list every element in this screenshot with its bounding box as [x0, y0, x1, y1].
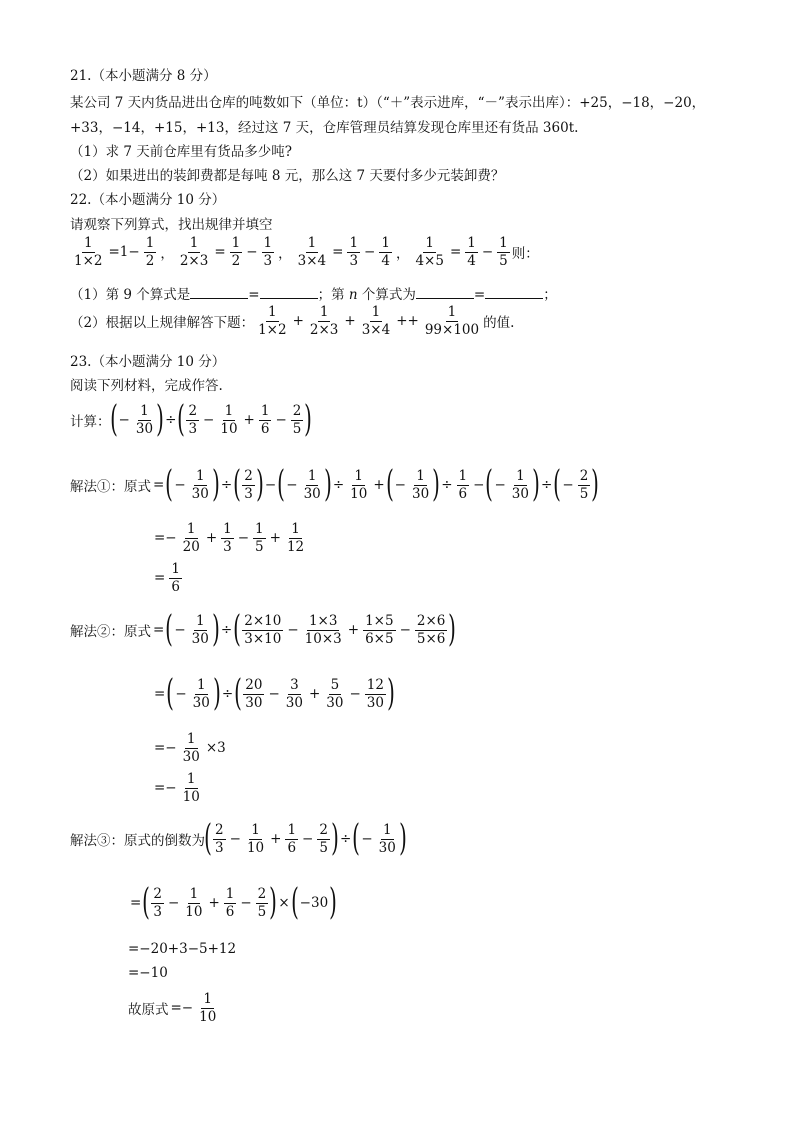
then-word: 则： [511, 246, 539, 263]
method3-conclusion: 故原式 =− $\frac{1}{10}$ [128, 991, 217, 1025]
method3-line1: 解法③：原式的倒数为 ( 2 3 − $\frac{1}{10}$ + $\frac{1}{6}$ − $\frac{2}{5}$ ) ÷ ( − $\frac{1}{30}$ ) [70, 818, 407, 860]
method3-line3: =−20+3−5+12 [128, 941, 237, 957]
method2-line3: =− $\frac{1}{30}$ ×3 [154, 731, 226, 765]
q23-intro: 阅读下列材料，完成作答. [70, 378, 223, 394]
q22-pattern-line: $\frac{1}{1\times 2}$ =1− $\frac{1}{2}$ ， $\frac{1}{2\times 3}$ = $\frac{1}{2}$ − $\frac{1}{3}$ ， $\frac{1}{3\times 4}$ = $\frac{1}{3}$ − $\frac{1}{4}$ ， $\frac{1}{4\times 5}$ = $\frac{1}{4}$ − $\frac{1}{5}$ 则： [74, 235, 539, 269]
method2-line1: 解法②：原式 = ( − $\frac{1}{30}$ ) ÷ ( 2×10 3×10 − $\frac{1\times 3}{10\times 3}$ + $\frac{1\times 5}{6\times 5}$ − $\frac{2\times 6}{5\times 6}$ ) [70, 609, 457, 651]
answer-blank[interactable] [260, 286, 318, 299]
method3-line2: = ( 2 3 − $\frac{1}{10}$ + $\frac{1}{6}$ − $\frac{2}{5}$ ) × ( −30 ) [130, 882, 338, 924]
q22-sub1: （1）第 9 个算式是 = ；第 n 个算式为 = ； [70, 287, 557, 303]
answer-blank[interactable] [190, 286, 248, 299]
q22-intro: 请观察下列算式，找出规律并填空 [70, 217, 273, 233]
answer-blank[interactable] [485, 286, 543, 299]
q21-line2: +33，−14，+15，+13，经过这 7 天，仓库管理员结算发现仓库里还有货品 360t. [70, 120, 579, 136]
q23-calc: 计算： ( − $\frac{1}{30}$ ) ÷ ( 2 3 − $\frac{1}{10}$ + $\frac{1}{6}$ − $\frac{2}{5}$ ) [70, 399, 313, 441]
q21-header: 21.（本小题满分 8 分） [70, 68, 217, 84]
q21-sub1: （1）求 7 天前仓库里有货品多少吨? [70, 144, 292, 160]
q21-line1: 某公司 7 天内货品进出仓库的吨数如下（单位：t）（“＋”表示进库，“－”表示出库）：+25，−18，−20， [70, 95, 706, 111]
method1-line2: =− $\frac{1}{20}$ + $\frac{1}{3}$ − $\frac{1}{5}$ + $\frac{1}{12}$ [154, 521, 305, 555]
q21-sub2: （2）如果进出的装卸费都是每吨 8 元，那么这 7 天要付多少元装卸费？ [70, 168, 505, 184]
method1-line3: = $\frac{1}{6}$ [154, 561, 180, 595]
answer-blank[interactable] [416, 286, 474, 299]
method1-line1: 解法①：原式 = ( − $\frac{1}{30}$ ) ÷ ( 2 3 ) − ( − $\frac{1}{30}$ ) ÷ $\frac{1}{10}$ + ( − $\frac{1}{30}$ ) ÷ $\frac{1}{6}$ − ( − $\frac{1}{30}$ ) ÷ ( − $\frac{2}{5}$ ) [70, 464, 600, 506]
q23-header: 23.（本小题满分 10 分） [70, 354, 226, 370]
q22-sub2: （2）根据以上规律解答下题： 1 1×2 + $\frac{1}{2\times 3}$ + $\frac{1}{3\times 4}$ ++ $\frac{1}{99\times 100}$ 的值. [70, 304, 515, 338]
method2-line2: = ( − $\frac{1}{30}$ ) ÷ ( 20 30 − $\frac{3}{30}$ + $\frac{5}{30}$ − $\frac{12}{30}$ ) [154, 673, 395, 715]
method3-line4: =−10 [128, 965, 168, 981]
q22-header: 22.（本小题满分 10 分） [70, 192, 226, 208]
fraction: $\frac{1}{1\times 2}$ [74, 235, 103, 269]
method2-line4: =− $\frac{1}{10}$ [154, 771, 200, 805]
